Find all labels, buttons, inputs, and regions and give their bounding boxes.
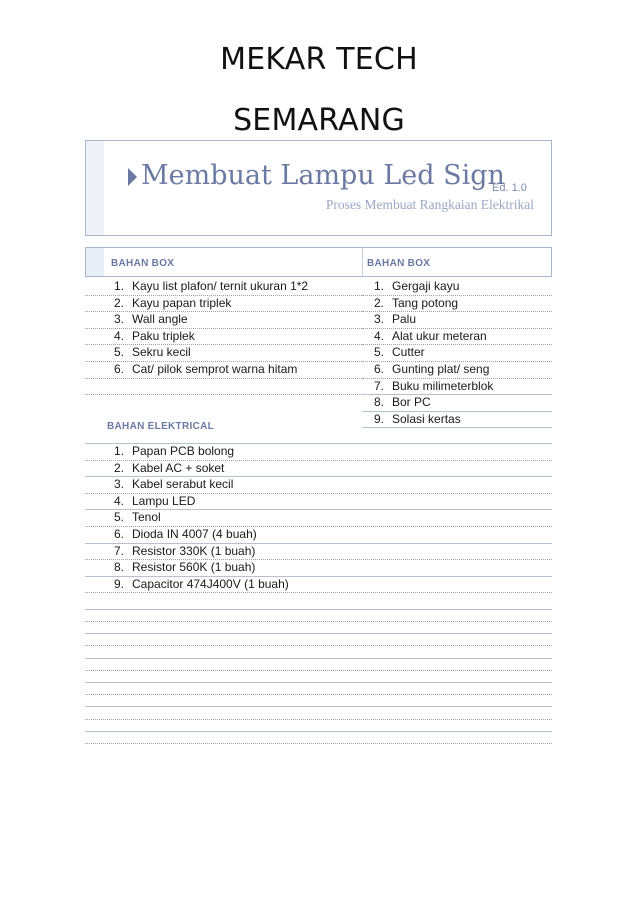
list-item-number: 2. [113,460,124,475]
header-stripe [86,141,104,235]
list-item-text: Solasi kertas [392,411,461,426]
list-item-text: Kayu list plafon/ ternit ukuran 1*2 [132,279,309,293]
list-item-text: Tenol [132,510,161,525]
section-header-right [362,247,552,277]
ruled-line [362,344,552,345]
list-item-text: Palu [392,312,417,327]
list-item-number: 5. [113,345,124,360]
ruled-line [362,394,552,395]
list-item-number: 8. [373,395,384,410]
list-item-number: 3. [373,312,384,327]
document-subtitle: Proses Membuat Rangkaian Elektrikal [325,197,534,212]
list-item-text: Papan PCB bolong [132,444,235,458]
list-item-number: 5. [373,345,384,360]
list-item-number: 7. [373,378,384,393]
list-item-text: Gergaji kayu [392,279,460,293]
list-item-text: Gunting plat/ seng [392,361,490,376]
ruled-line [85,592,552,593]
list-item-text: Kabel AC + soket [132,460,225,475]
section-heading-bahan-box-right: BAHAN BOX [367,258,431,269]
ruled-line [85,743,552,744]
edition-label: Ed. 1.0 [492,182,527,194]
list-item-text: Kayu papan triplek [132,295,232,310]
ruled-line [85,394,362,395]
list-item-text: Kabel serabut kecil [132,477,234,492]
section-header-left [85,247,362,277]
ruled-line [85,344,362,345]
triangle-bullet-icon [128,168,137,186]
list-item-text: Alat ukur meteran [392,328,487,343]
document-title: Membuat Lampu Led Sign [141,160,505,191]
list-item-number: 6. [113,361,124,376]
list-item-text: Buku milimeterblok [392,378,494,393]
ruled-line [85,378,362,379]
ruled-line [362,427,552,428]
list-item-text: Capacitor 474J400V (1 buah) [132,576,289,591]
list-item-text: Dioda IN 4007 (4 buah) [132,526,257,541]
ruled-line [85,328,362,329]
ruled-line [85,609,552,610]
page-title-line1: MEKAR TECH [220,42,418,77]
ruled-line [85,311,362,312]
ruled-line [85,731,552,732]
ruled-line [85,633,552,634]
list-item-number: 8. [113,560,124,575]
list-item-number: 9. [113,576,124,591]
ruled-line [85,645,552,646]
ruled-line [85,621,552,622]
list-item-number: 6. [373,361,384,376]
section-heading-bahan-box-left: BAHAN BOX [111,258,175,269]
list-item-number: 4. [373,328,384,343]
list-item-number: 1. [373,279,384,293]
page-title-line2: SEMARANG [233,103,405,138]
list-item-number: 1. [113,279,124,293]
list-item-text: Tang potong [392,295,459,310]
list-item-number: 2. [113,295,124,310]
list-item-text: Lampu LED [132,493,196,508]
list-item-number: 4. [113,328,124,343]
list-item-number: 5. [113,510,124,525]
list-item-text: Cutter [392,345,425,360]
list-item-number: 3. [113,477,124,492]
list-item-text: Wall angle [132,312,188,327]
list-item-number: 2. [373,295,384,310]
section-heading-bahan-elektrical: BAHAN ELEKTRICAL [107,421,215,432]
list-item-text: Cat/ pilok semprot warna hitam [132,361,298,376]
list-item-text: Sekru kecil [132,345,191,360]
list-item-text: Bor PC [392,395,431,410]
list-item-text: Paku triplek [132,328,195,343]
ruled-line [85,719,552,720]
ruled-line [85,658,552,659]
list-item-number: 9. [373,411,384,426]
ruled-line [85,670,552,671]
ruled-line [85,694,552,695]
ruled-line [362,311,552,312]
ruled-line [85,706,552,707]
list-item-number: 4. [113,493,124,508]
list-item-text: Resistor 330K (1 buah) [132,543,256,558]
list-item-text: Resistor 560K (1 buah) [132,560,256,575]
list-item-number: 1. [113,444,124,458]
list-item-number: 3. [113,312,124,327]
section-stripe [86,248,104,276]
list-item-number: 7. [113,543,124,558]
ruled-line [85,682,552,683]
list-item-number: 6. [113,526,124,541]
